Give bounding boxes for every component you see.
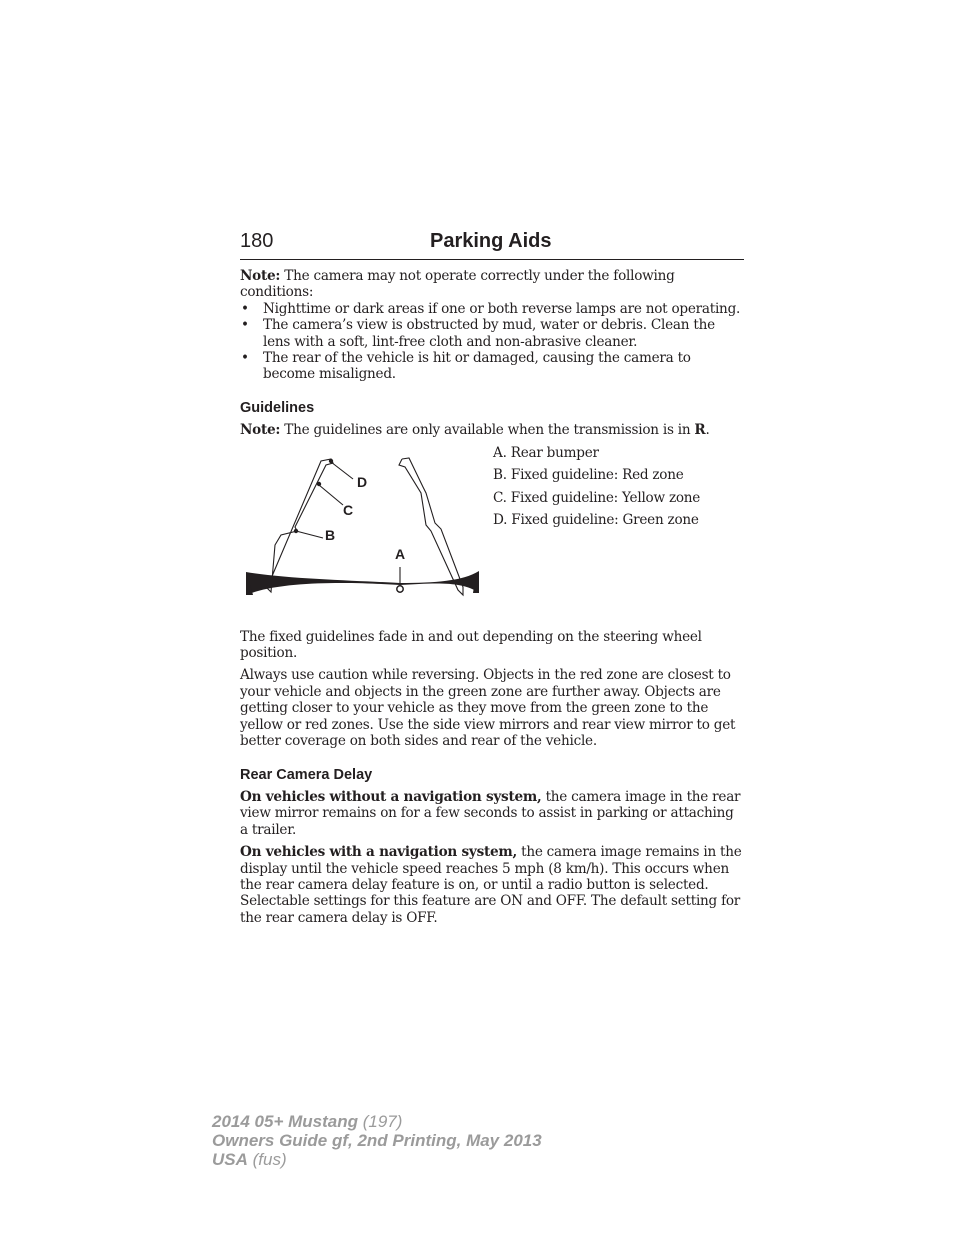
dot-c [317,481,321,485]
label-a: A [395,545,405,562]
legend-item: C. Fixed guideline: Yellow zone [493,489,701,506]
delay-paragraph-no-nav: On vehicles without a navigation system, the camera image in the rear view mirror remains on for a few seconds to assist in parking or attaching a trailer. [240,788,741,838]
camera-note [240,268,744,301]
dot-a [397,585,403,591]
leader-b [296,531,323,538]
page-footer [212,1112,542,1169]
legend-item: D. Fixed guideline: Green zone [493,512,699,529]
footer-line-3: USA (fus) [212,1150,287,1169]
legend-item: A. Rear bumper [493,444,599,461]
right-guideline [399,458,463,595]
caution-paragraph: Always use caution while reversing. Objects in the red zone are closest to your vehicle and objects in the green zone are further away. Objects are getting closer to your vehicle as they move from the green zone to the yellow or red zones. Use the side view mirrors and rear view mirror to get better coverage on both sides and rear of the vehicle. [240,667,736,750]
leader-c [319,485,343,505]
footer-line-1: 2014 05+ Mustang (197) [212,1112,403,1131]
page-header [240,229,744,260]
dot-b [294,528,298,532]
guidelines-note: Note: The guidelines are only available when the transmission is in R. [240,422,710,439]
page-content [240,268,744,932]
note-label: Note: [240,422,281,439]
list-item: • The rear of the vehicle is hit or damaged, causing the camera to become misaligned. [241,350,691,383]
bullet-icon: • [241,350,249,367]
delay-paragraph-nav: On vehicles with a navigation system, the camera image remains in the display until the vehicle speed reaches 5 mph (8 km/h). This occurs when the rear camera delay feature is on, or until a radio button is selected. Selectable settings for this feature are ON and OFF. The default setting for the rear camera delay is OFF. [240,844,742,926]
list-item: • Nighttime or dark areas if one or both reverse lamps are not operating. [241,300,741,317]
guidelines-figure [240,445,744,621]
label-d: D [357,473,367,490]
footer-line-2: Owners Guide gf, 2nd Printing, May 2013 [212,1131,542,1150]
page-title: Parking Aids [430,230,552,252]
note-text: The camera may not operate correctly under the following conditions: [240,268,675,301]
rear-bumper [246,571,479,595]
guidelines-diagram [245,445,481,621]
bullet-icon: • [241,300,249,317]
label-b: B [325,526,335,543]
page-number: 180 [240,230,274,252]
left-guideline [267,459,333,592]
legend-item: B. Fixed guideline: Red zone [493,467,684,484]
conditions-list [240,301,744,383]
list-item: • The camera’s view is obstructed by mud, water or debris. Clean the lens with a soft, lint-free cloth and non-abrasive cleaner. [241,317,715,350]
leader-d [331,462,353,479]
gear-r: R [694,422,706,439]
diagram-legend [493,445,700,535]
label-c: C [343,501,353,518]
guidelines-paragraph: The fixed guidelines fade in and out depending on the steering wheel position. [240,628,702,662]
rear-camera-delay-heading: Rear Camera Delay [240,766,373,783]
bullet-icon: • [241,317,249,334]
guidelines-heading: Guidelines [240,399,315,416]
note-label: Note: [240,268,281,284]
dot-d [329,458,333,462]
